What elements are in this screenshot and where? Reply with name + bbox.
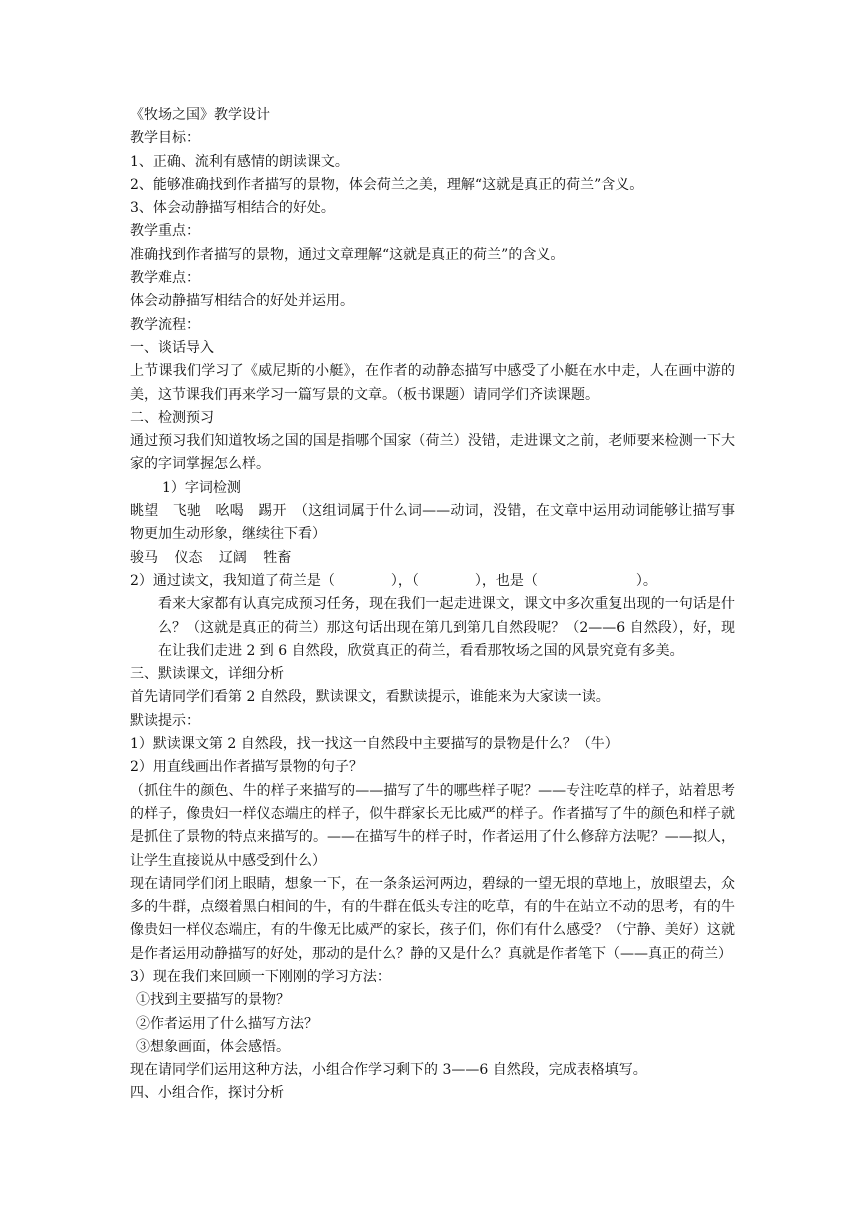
document-page <box>130 104 735 1106</box>
flow-heading: 教学流程： <box>130 316 200 333</box>
reading-tips-heading: 默读提示： <box>130 712 200 729</box>
section-4-heading: 四、小组合作，探讨分析 <box>130 1085 284 1102</box>
method-step-1: ①找到主要描写的景物？ <box>136 992 290 1009</box>
reading-tip-3: 3）现在我们来回顾一下刚刚的学习方法： <box>130 968 391 985</box>
key-points-heading: 教学重点： <box>130 223 200 240</box>
section-3-heading: 三、默读课文，详细分析 <box>130 666 284 683</box>
word-check-line-2 <box>130 547 735 570</box>
section-3-intro: 首先请同学们看第 2 自然段，默读课文，看默读提示，谁能来为大家读一读。 <box>130 689 610 706</box>
word-item: 骏马 <box>130 549 158 566</box>
goal-2: 2、能够准确找到作者描写的景物，体会荷兰之美，理解“这就是真正的荷兰”含义。 <box>130 176 644 193</box>
difficulty-text: 体会动静描写相结合的好处并运用。 <box>130 293 354 310</box>
goal-3: 3、体会动静描写相结合的好处。 <box>130 200 335 217</box>
imagine-paragraph: 现在请同学们闭上眼睛，想象一下，在一条条运河两边，碧绿的一望无垠的草地上，放眼望去，众多的牛群，点缀着黑白相间的牛，有的牛群在低头专注的吃草，有的牛在站立不动的思考，有的牛像贵妇一样仪态端庄，有的牛像无比威严的家长，孩子们，你们有什么感受？（宁静、美好）这就是作者运用动静描写的好处，那动的是什么？静的又是什么？真就是作者笔下（——真正的荷兰） <box>130 875 735 962</box>
reading-tip-2: 2）用直线画出作者描写景物的句子？ <box>130 759 363 776</box>
word-item: 仪态 <box>174 549 203 566</box>
analysis-paragraph: （抓住牛的颜色、牛的样子来描写的——描写了牛的哪些样子呢？——专注吃草的样子，站着思考的样子，像贵妇一样仪态端庄的样子，似牛群家长无比威严的样子。作者描写了牛的颜色和样子就是抓住了景物的特点来描写的。——在描写牛的样子时，作者运用了什么修辞方法呢？——拟人，让学生直接说从中感受到什么） <box>130 782 735 869</box>
goals-heading: 教学目标： <box>130 130 200 147</box>
goal-1: 1、正确、流利有感情的朗读课文。 <box>130 153 349 170</box>
word-item: 辽阔 <box>218 549 247 566</box>
word-check-line-1: 眺望 飞驰 吆喝 踢开 （这组词属于什么词——动词，没错，在文章中运用动词能够让描写事物更加生动形象，继续往下看） <box>130 503 735 543</box>
method-step-2: ②作者运用了什么描写方法？ <box>136 1015 318 1032</box>
document-title: 《牧场之国》教学设计 <box>130 107 270 123</box>
group-task: 现在请同学们运用这种方法，小组合作学习剩下的 3——6 自然段，完成表格填写。 <box>130 1062 647 1079</box>
section-1-heading: 一、谈话导入 <box>130 339 214 356</box>
reading-tip-1: 1）默读课文第 2 自然段，找一找这一自然段中主要描写的景物是什么？（牛） <box>130 736 619 753</box>
section-2-paragraph: 看来大家都有认真完成预习任务，现在我们一起走进课文，课文中多次重复出现的一句话是什么？（这就是真正的荷兰）那这句话出现在第几到第几自然段呢？（2——6 自然段），好，现在让我们走进 2 到 6 自然段，欣赏真正的荷兰，看看那牧场之国的风景究竟有多美。 <box>158 596 735 659</box>
word-item: 牲畜 <box>263 549 292 566</box>
method-step-3: ③想象画面，体会感悟。 <box>136 1038 290 1055</box>
section-2-text: 通过预习我们知道牧场之国的国是指哪个国家（荷兰）没错，走进课文之前，老师要来检测一下大家的字词掌握怎么样。 <box>130 433 735 473</box>
fill-in-question: 2）通过读文，我知道了荷兰是（ ），（ ），也是（ ）。 <box>130 572 657 589</box>
difficulty-heading: 教学难点： <box>130 270 200 287</box>
section-1-text: 上节课我们学习了《威尼斯的小艇》，在作者的动静态描写中感受了小艇在水中走，人在画中游的美，这节课我们再来学习一篇写景的文章。（板书课题）请同学们齐读课题。 <box>130 363 735 403</box>
section-2-heading: 二、检测预习 <box>130 409 214 426</box>
key-points-text: 准确找到作者描写的景物，通过文章理解“这就是真正的荷兰”的含义。 <box>130 246 565 263</box>
word-check-heading: 1）字词检测 <box>162 479 241 496</box>
